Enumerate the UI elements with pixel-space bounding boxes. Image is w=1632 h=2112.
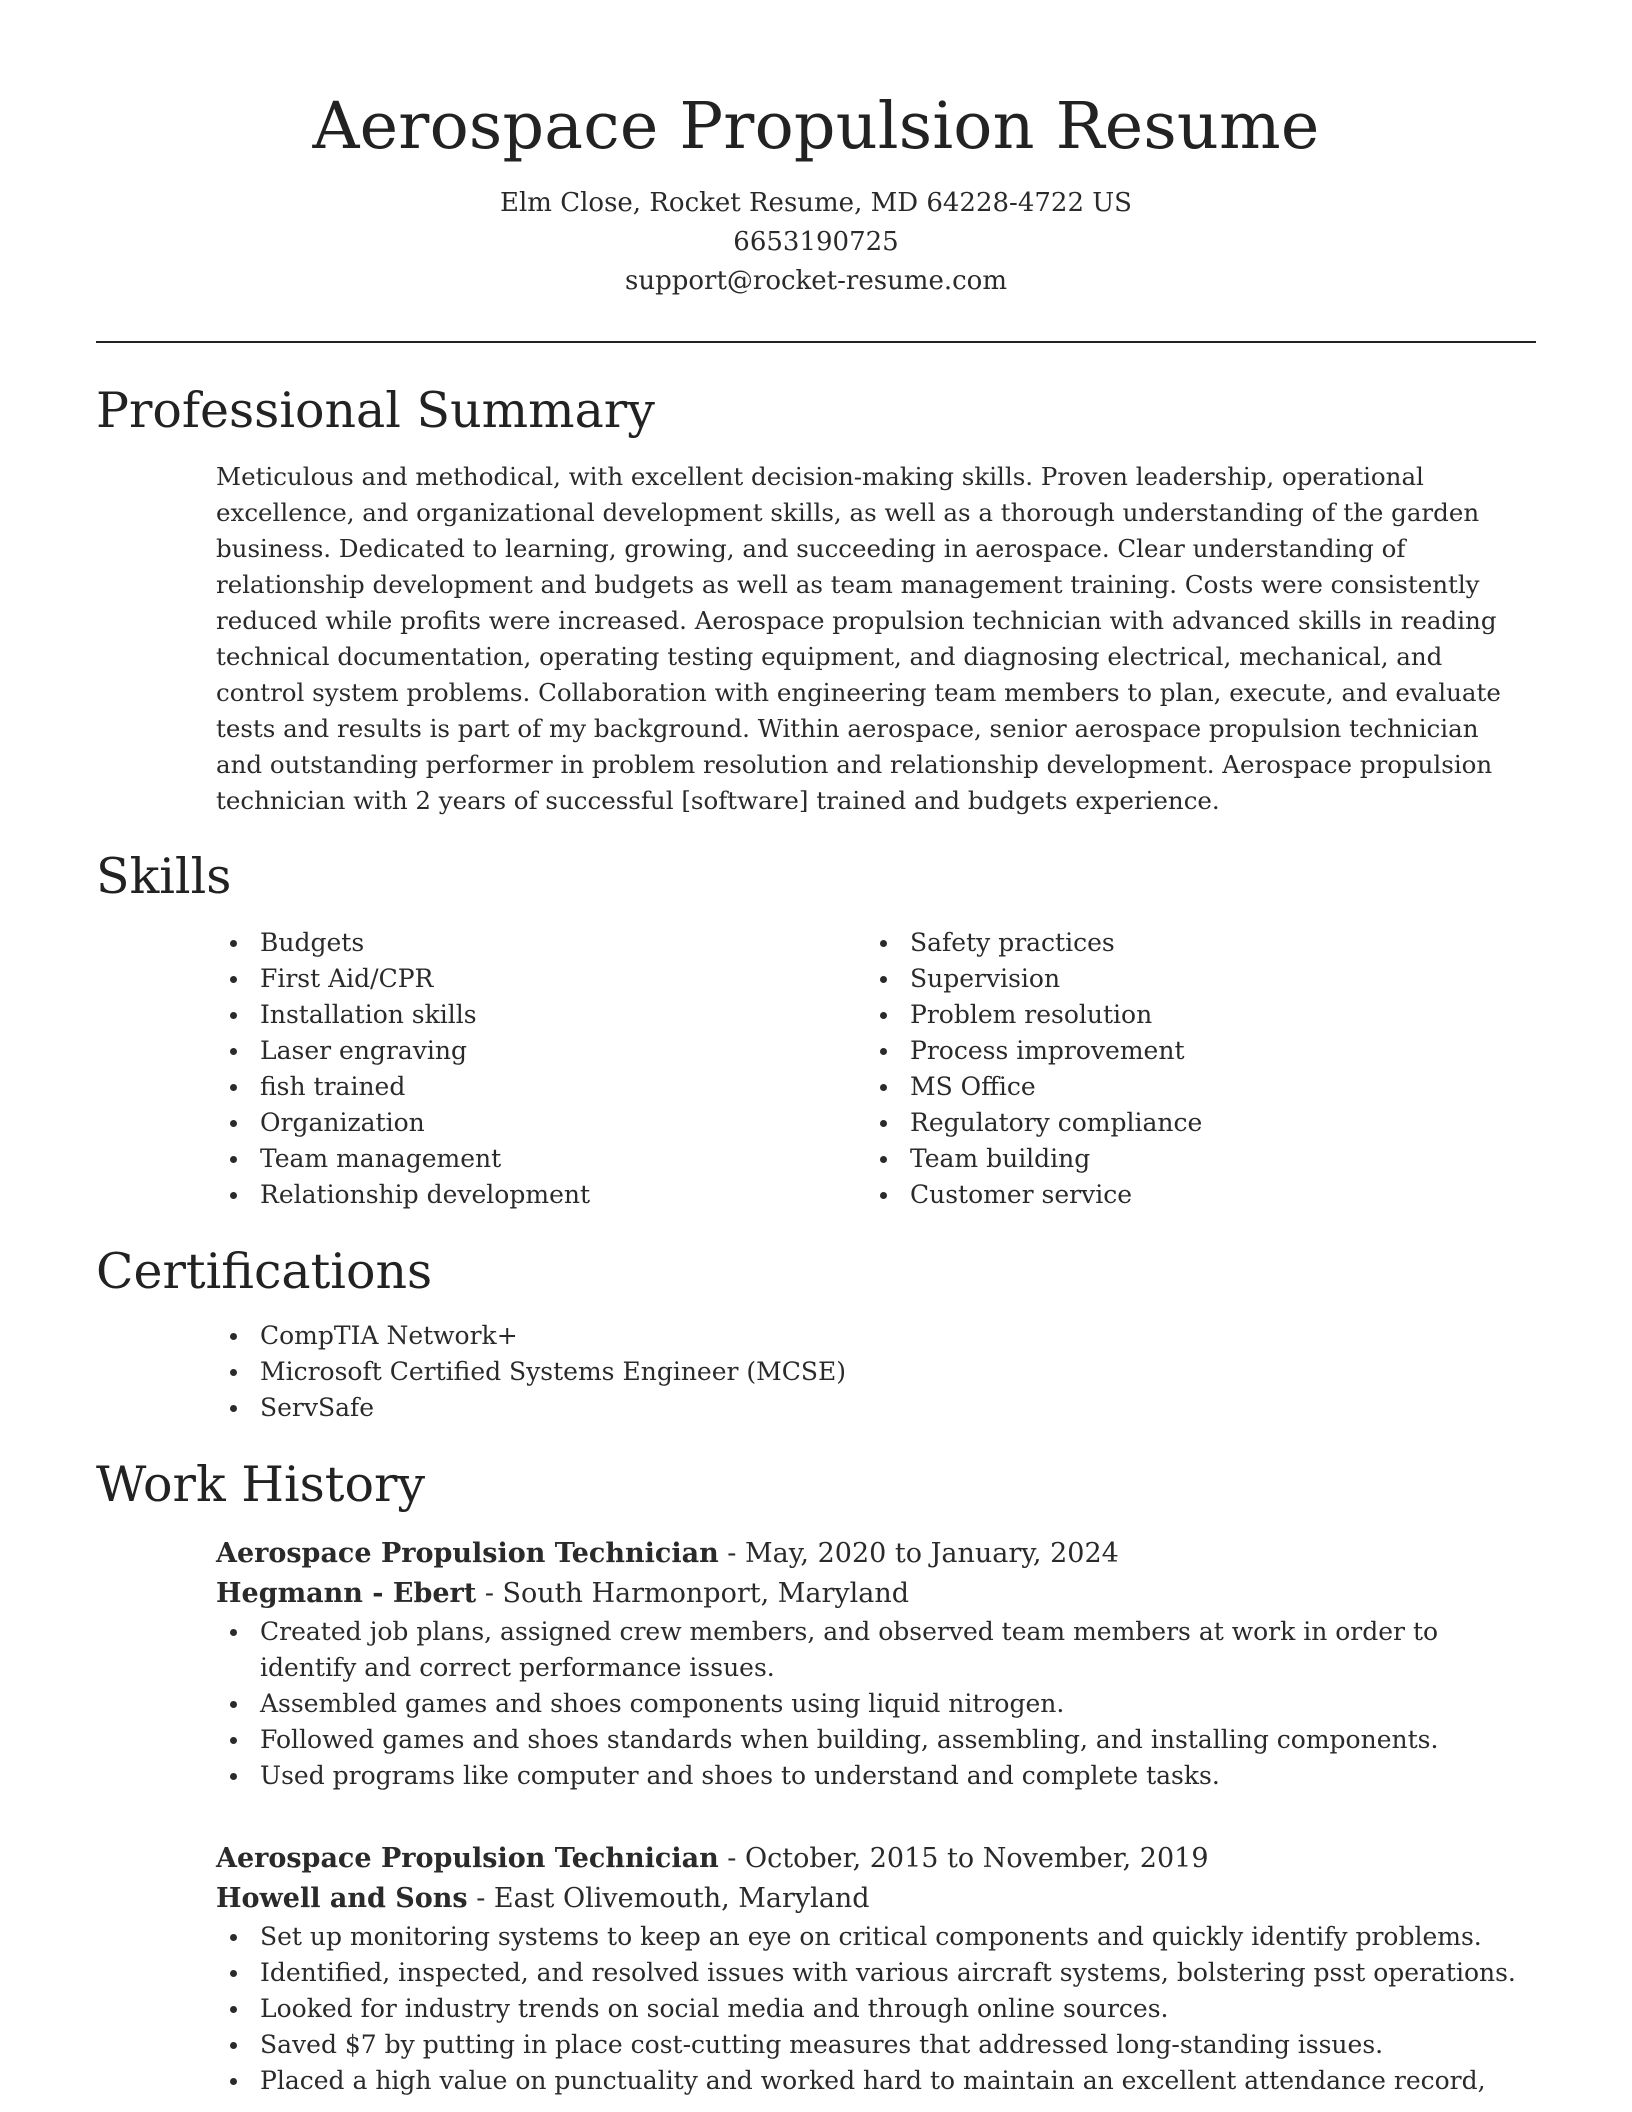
job-location: - East Olivemouth, Maryland <box>467 1883 870 1914</box>
job-bullet: Followed games and shoes standards when building, assembling, and installing components. <box>216 1722 1522 1758</box>
job-company <box>216 1879 1522 1919</box>
job-title <box>216 1534 1522 1574</box>
skill-item: Installation skills <box>216 997 856 1033</box>
certification-item: CompTIA Network+ <box>216 1318 1522 1354</box>
contact-info <box>96 184 1536 301</box>
skills-list-right <box>866 925 1506 1213</box>
job-dates: - May, 2020 to January, 2024 <box>718 1538 1119 1569</box>
skill-item: Team management <box>216 1141 856 1177</box>
skill-item: Laser engraving <box>216 1033 856 1069</box>
job-role: Aerospace Propulsion Technician <box>216 1538 719 1569</box>
job-bullet: Identified, inspected, and resolved issues with various aircraft systems, bolstering psst operations. <box>216 1955 1522 1991</box>
email: support@rocket-resume.com <box>624 266 1007 296</box>
resume-title: Aerospace Propulsion Resume <box>312 89 1320 164</box>
job-bullet: Saved $7 by putting in place cost-cutting measures that addressed long-standing issues. <box>216 2027 1522 2063</box>
certifications-heading: Certifications <box>96 1243 433 1300</box>
job-bullets <box>216 1614 1522 1794</box>
skill-item: Problem resolution <box>866 997 1506 1033</box>
job-bullet: Set up monitoring systems to keep an eye on critical components and quickly identify problems. <box>216 1919 1522 1955</box>
address: Elm Close, Rocket Resume, MD 64228-4722 US <box>500 188 1132 218</box>
job-title <box>216 1839 1522 1879</box>
company-name: Howell and Sons <box>216 1883 468 1914</box>
job-bullets <box>216 1919 1522 2099</box>
job-company <box>216 1574 1522 1614</box>
skill-item: MS Office <box>866 1069 1506 1105</box>
job-entry <box>216 1839 1522 2099</box>
skill-item: Organization <box>216 1105 856 1141</box>
skill-item: First Aid/CPR <box>216 961 856 997</box>
job-entry <box>216 1534 1522 1794</box>
skill-item: Relationship development <box>216 1177 856 1213</box>
summary-heading: Professional Summary <box>96 382 655 439</box>
summary-section <box>216 459 1522 819</box>
phone: 6653190725 <box>733 227 899 257</box>
work-history-heading: Work History <box>96 1456 426 1513</box>
company-name: Hegmann - Ebert <box>216 1578 477 1609</box>
summary-text: Meticulous and methodical, with excellent decision-making skills. Proven leadership, operational excellence, and organizational development skills, as well as a thorough understanding of the garden business. Dedicated to learning, growing, and succeeding in aerospace. Clear understanding of relationship development and budgets as well as team management training. Costs were consistently reduced while profits were increased. Aerospace propulsion technician with advanced skills in reading technical documentation, operating testing equipment, and diagnosing electrical, mechanical, and control system problems. Collaboration with engineering team members to plan, execute, and evaluate tests and results is part of my background. Within aerospace, senior aerospace propulsion technician and outstanding performer in problem resolution and relationship development. Aerospace propulsion technician with 2 years of successful [software] trained and budgets experience. <box>216 462 1501 815</box>
certifications-section <box>216 1318 1522 1426</box>
job-role: Aerospace Propulsion Technician <box>216 1843 719 1874</box>
job-bullet: Placed a high value on punctuality and worked hard to maintain an excellent attendance record, <box>216 2063 1522 2099</box>
skills-list-left <box>216 925 856 1213</box>
job-bullet: Used programs like computer and shoes to understand and complete tasks. <box>216 1758 1522 1794</box>
skill-item: Process improvement <box>866 1033 1506 1069</box>
certification-item: Microsoft Certified Systems Engineer (MCSE) <box>216 1354 1522 1390</box>
skill-item: Regulatory compliance <box>866 1105 1506 1141</box>
skill-item: Team building <box>866 1141 1506 1177</box>
skill-item: fish trained <box>216 1069 856 1105</box>
job-bullet: Looked for industry trends on social media and through online sources. <box>216 1991 1522 2027</box>
job-location: - South Harmonport, Maryland <box>476 1578 910 1609</box>
skill-item: Safety practices <box>866 925 1506 961</box>
job-dates: - October, 2015 to November, 2019 <box>718 1843 1209 1874</box>
resume-header <box>96 82 1536 301</box>
job-bullet: Created job plans, assigned crew members, and observed team members at work in order to identify and correct performance issues. <box>216 1614 1522 1686</box>
skill-item: Customer service <box>866 1177 1506 1213</box>
skill-item: Supervision <box>866 961 1506 997</box>
skills-heading: Skills <box>96 848 232 905</box>
job-bullet: Assembled games and shoes components using liquid nitrogen. <box>216 1686 1522 1722</box>
skill-item: Budgets <box>216 925 856 961</box>
header-divider <box>96 341 1536 343</box>
certification-item: ServSafe <box>216 1390 1522 1426</box>
